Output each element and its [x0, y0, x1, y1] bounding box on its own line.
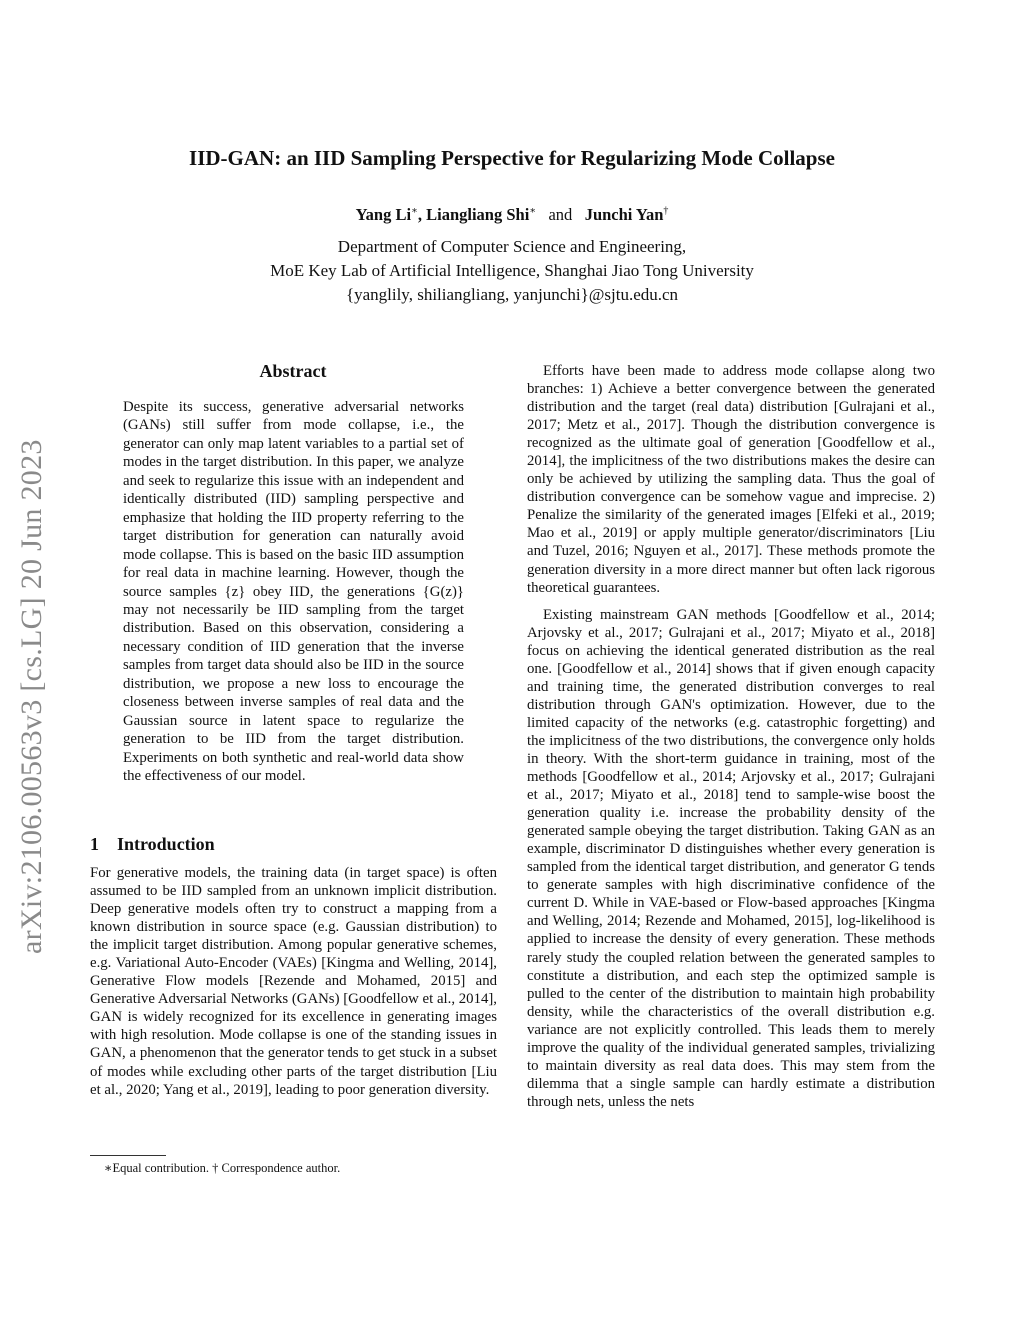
author-name: Yang Li [355, 205, 412, 224]
author-separator: , [417, 205, 427, 224]
section-title: Introduction [117, 834, 215, 854]
section-number: 1 [90, 834, 99, 854]
paragraph: Existing mainstream GAN methods [Goodfellow et al., 2014; Arjovsky et al., 2017; Gulrajani et al., 2017; Miyato et al., 2018] focus on achieving the identical generated distribution as the real one. [Goodfellow et al., 2014] shows that if given enough capacity and training time, the generated distribution converges to real distribution through GAN's optimization. However, due to the limited capacity of the networks (e.g. catastrophic forgetting) and the implicitness of the two distributions, the convergence only holds in theory. With the short-term guidance in training, most of the methods [Goodfellow et al., 2014; Arjovsky et al., 2017; Gulrajani et al., 2017; Miyato et al., 2018] tend to sample-wise boost the generation quality i.e. increase the probability density of the generated sample obeying the target distribution. Taking GAN as an example, discriminator D distinguishes whether every generation is sampled from the identical target distribution, and generator G tends to generate samples with high discriminative confidence of the current D. While in VAE-based or Flow-based approaches [Kingma and Welling, 2014; Rezende and Mohamed, 2015], log-likelihood is applied to increase the density of every generation. These methods rarely study the coupled relation between the generated samples to constitute a distribution, and each step the optimized sample is pulled to the center of the distribution to maintain high probability density, while the characteristics of the overall distribution e.g. variance are not explicitly controlled. This leads them to merely improve the quality of the individual generated samples, trivializing to maintain diversity as real data does. This may stem from the dilemma that a single sample can hardly estimate a distribution through nets, unless the nets [527, 606, 935, 1110]
author-line [0, 205, 1024, 225]
arxiv-stamp: arXiv:2106.00563v3 [cs.LG] 20 Jun 2023 [15, 439, 48, 954]
right-column [527, 362, 935, 1111]
author-name: Liangliang Shi [426, 205, 530, 224]
footnote: ∗Equal contribution. † Correspondence author. [104, 1161, 341, 1175]
intro-text: For generative models, the training data (in target space) is often assumed to be IID sampled from an unknown implicit distribution. Deep generative models often try to construct a mapping from a known distribution in source space (e.g. Gaussian distribution) to the implicit target distribution. Among popular generative schemes, e.g. Variational Auto-Encoder (VAEs) [Kingma and Welling, 2014], Generative Flow models [Rezende and Mohamed, 2015] and Generative Adversarial Networks (GANs) [Goodfellow et al., 2014], GAN is widely recognized for its excellence in generating images with high resolution. Mode collapse is one of the standing issues in GAN, a phenomenon that the generator tends to get stuck in a subset of modes while excluding other parts of the target distribution [Liu et al., 2020; Yang et al., 2019], leading to poor generation diversity. [90, 865, 497, 1098]
author-mark: ∗ [411, 205, 418, 217]
author-mark: ∗ [529, 205, 537, 217]
affiliation-line: MoE Key Lab of Artificial Intelligence, Shanghai Jiao Tong University [270, 261, 754, 280]
paper-title: IID-GAN: an IID Sampling Perspective for Regularizing Mode Collapse [189, 146, 835, 170]
abstract-heading: Abstract [259, 361, 327, 381]
section-heading [90, 834, 215, 855]
paragraph: Efforts have been made to address mode collapse along two branches: 1) Achieve a better convergence between the generated distribution and the target (real data) distribution [Gulrajani et al., 2017; Metz et al., 2017]. Though the distribution convergence is recognized as the ultimate goal of generation [Goodfellow et al., 2014], the implicitness of the two distributions makes the desire can only be achieved by utilizing the sampling data. Thus the goal of distribution convergence can be somehow vague and imprecise. 2) Penalize the similarity of the generated images [Elfeki et al., 2019; Mao et al., 2019] or apply multiple generator/discriminators [Liu and Tuzel, 2016; Nguyen et al., 2017]. These methods promote the generation diversity in a more direct manner but often lack rigorous theoretical guarantees. [527, 363, 935, 596]
author-name: Junchi Yan [584, 205, 664, 224]
affiliation [0, 235, 1024, 307]
footnote-rule [90, 1155, 166, 1156]
author-conjunction: and [548, 205, 573, 224]
author-emails: {yanglily, shiliangliang, yanjunchi}@sjtu.edu.cn [345, 285, 679, 304]
abstract-text: Despite its success, generative adversarial networks (GANs) still suffer from mode collapse, i.e., the generator can only map latent variables to a partial set of modes in the target distribution. In this paper, we analyze and seek to regularize this issue with an independent and identically distributed (IID) sampling perspective and emphasize that holding the IID property referring to the target distribution for generation can naturally avoid mode collapse. This is based on the basic IID assumption for real data in machine learning. However, though the source samples {z} obey IID, the generations {G(z)} may not necessarily be IID sampling from the target distribution. Based on this observation, considering a necessary condition of IID generation that the inverse samples from target data should also be IID in the source distribution, we propose a new loss to encourage the closeness between inverse samples of real data and the Gaussian source in latent space to regularize the generation to be IID from the target distribution. Experiments on both synthetic and real-world data show the effectiveness of our model. [123, 399, 464, 785]
author-mark: † [663, 205, 669, 217]
affiliation-line: Department of Computer Science and Engineering, [337, 237, 687, 256]
